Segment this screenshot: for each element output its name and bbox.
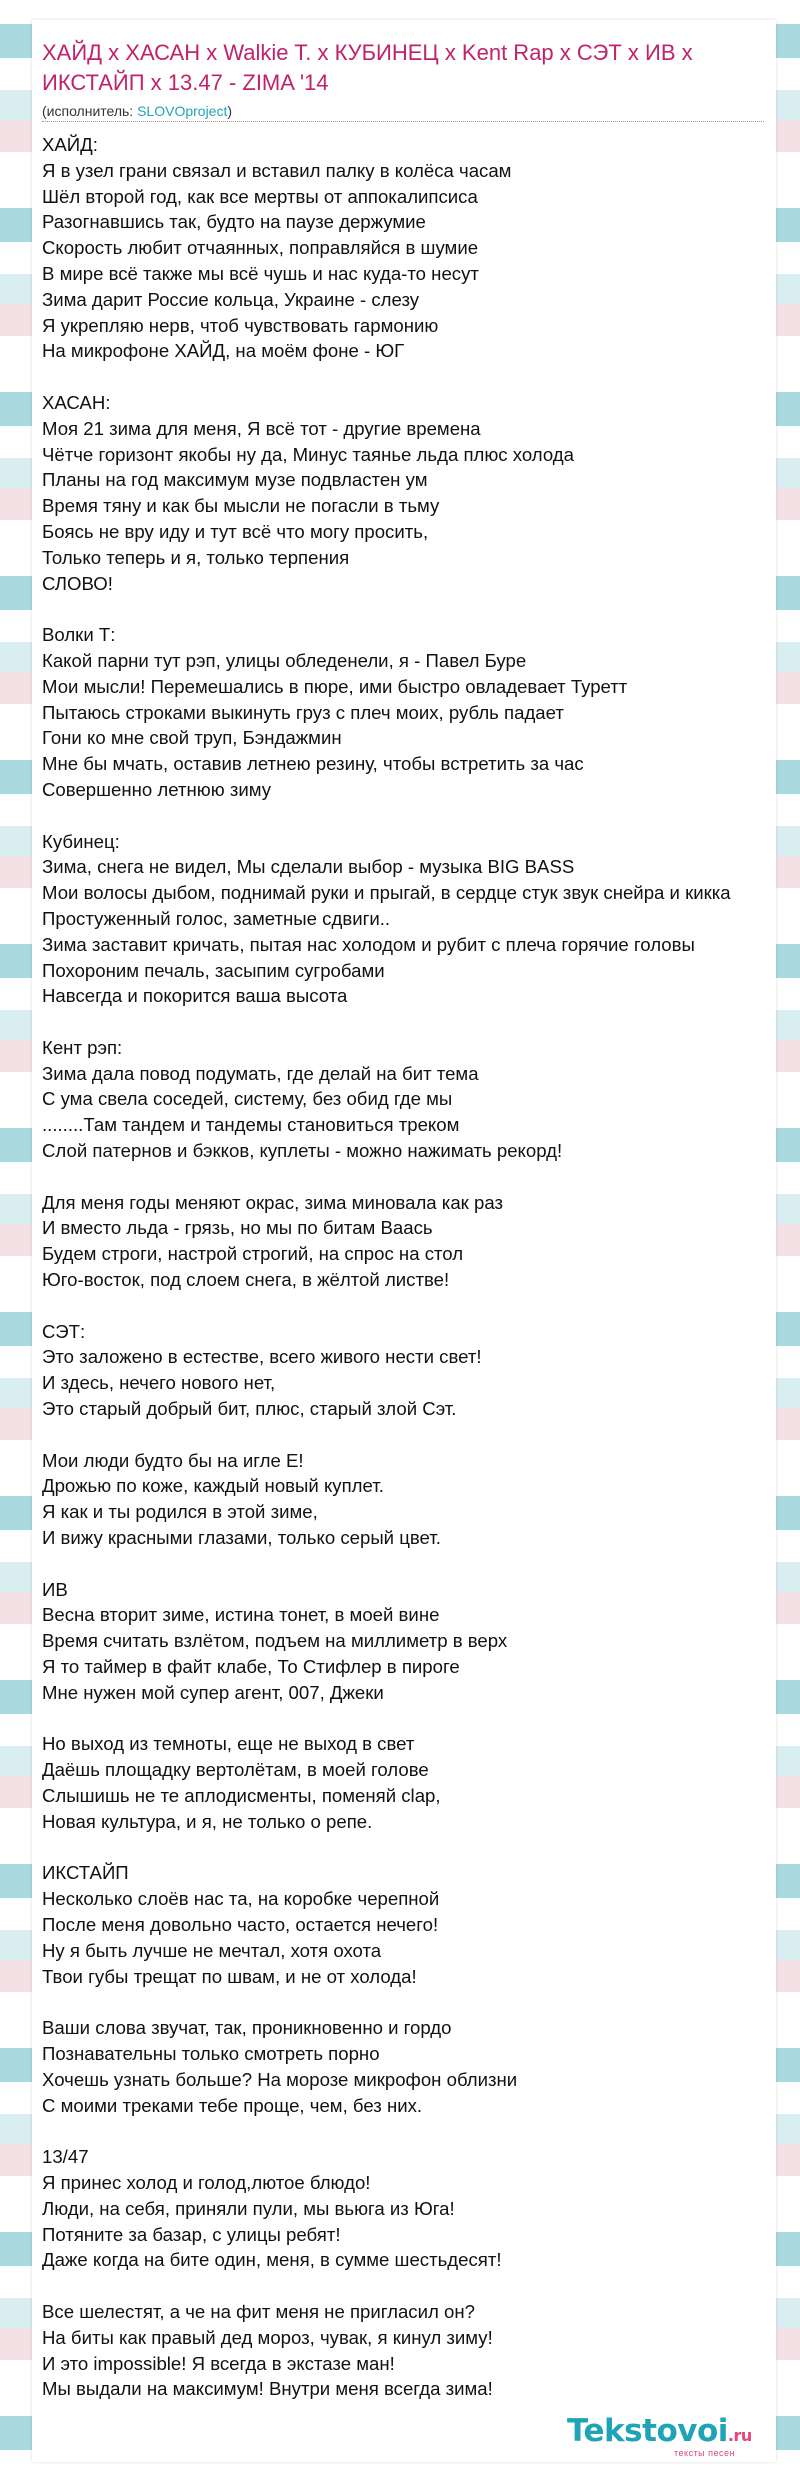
lyric-line: Весна вторит зиме, истина тонет, в моей вине — [42, 1604, 440, 1626]
lyric-line: Мои люди будто бы на игле Е! — [42, 1449, 304, 1471]
lyric-line: ХАСАН: — [42, 391, 111, 413]
lyric-line: Похороним печаль, засыпим сугробами — [42, 959, 385, 981]
lyric-line: Это заложено в естестве, всего живого нести свет! — [42, 1346, 482, 1368]
lyric-line: Я то таймер в файт клабе, То Стифлер в пироге — [42, 1656, 460, 1678]
lyric-line: После меня довольно часто, остается нечего! — [42, 1913, 439, 1935]
logo-name: Tekstovoi — [567, 2413, 728, 2449]
lyric-line: Я принес холод и голод,лютое блюдо! — [42, 2171, 371, 2193]
logo-tagline: тексты песен — [674, 2448, 736, 2458]
lyric-line: Мои мысли! Перемешались в пюре, ими быстро овладевает Туретт — [42, 675, 628, 697]
lyric-line: Я как и ты родился в этой зиме, — [42, 1501, 318, 1523]
lyric-line: Кубинец: — [42, 830, 120, 852]
lyric-line — [42, 1009, 776, 1035]
lyric-line — [42, 1989, 776, 2015]
lyric-line: ХАЙД: — [42, 134, 98, 155]
lyrics-text — [42, 132, 776, 2402]
lyric-line: Совершенно летнюю зиму — [42, 778, 272, 800]
lyric-line: СЛОВО! — [42, 572, 113, 594]
lyric-line: Несколько слоёв нас та, на коробке черепной — [42, 1888, 440, 1910]
lyric-line: Для меня годы меняют окрас, зима миновала как раз — [42, 1191, 503, 1213]
lyric-line: Юго-восток, под слоем снега, в жёлтой листве! — [42, 1269, 450, 1291]
lyric-line: Даже когда на бите один, меня, в сумме шестьдесят! — [42, 2249, 502, 2271]
artist-link[interactable]: SLOVOproject — [137, 103, 228, 119]
lyric-line: Боясь не вру иду и тут всё что могу просить, — [42, 520, 429, 542]
artist-prefix: (исполнитель: — [42, 103, 138, 119]
lyric-line: Все шелестят, а че на фит меня не пригласил он? — [42, 2300, 475, 2322]
lyric-line — [42, 1835, 776, 1861]
lyric-line — [42, 364, 776, 390]
lyric-line: Потяните за базар, с улицы ребят! — [42, 2223, 341, 2245]
lyric-line: И вместо льда - грязь, но мы по битам Ваась — [42, 1217, 433, 1239]
lyric-line: И здесь, нечего нового нет, — [42, 1372, 276, 1394]
lyric-line: Зима дарит Россие кольца, Украине - слезу — [42, 288, 420, 310]
lyric-line: СЭТ: — [42, 1320, 86, 1342]
lyric-line: Зима заставит кричать, пытая нас холодом и рубит с плеча горячие головы — [42, 933, 695, 955]
lyric-line: На микрофоне ХАЙД, на моём фоне - ЮГ — [42, 340, 405, 362]
lyric-line: С ума свела соседей, систему, без обид где мы — [42, 1088, 453, 1110]
lyric-line: Ну я быть лучше не мечтал, хотя охота — [42, 1939, 382, 1961]
lyric-line: ........Там тандем и тандемы становиться треком — [42, 1114, 460, 1136]
lyric-line: Разогнавшись так, будто на паузе держумие — [42, 211, 426, 233]
lyric-line: Слой патернов и бэкков, куплеты - можно нажимать рекорд! — [42, 1140, 563, 1162]
lyric-line: Даёшь площадку вертолётам, в моей голове — [42, 1759, 429, 1781]
lyric-line: Слышишь не те аплодисменты, поменяй clap, — [42, 1785, 441, 1806]
lyric-line — [42, 1293, 776, 1319]
lyric-line: Познавательны только смотреть порно — [42, 2042, 380, 2064]
lyric-line: Мы выдали на максимум! Внутри меня всегда зима! — [42, 2378, 493, 2400]
logo-tld: .ru — [727, 2426, 752, 2445]
lyric-line: Мне бы мчать, оставив летнею резину, чтобы встретить за час — [42, 753, 584, 775]
title-divider — [42, 121, 764, 122]
lyric-line: Дрожью по коже, каждый новый куплет. — [42, 1475, 384, 1497]
lyric-line: Новая культура, и я, не только о репе. — [42, 1810, 373, 1832]
lyric-line: Скорость любит отчаянных, поправляйся в шумие — [42, 237, 479, 259]
lyric-line: На биты как правый дед мороз, чувак, я кинул зиму! — [42, 2326, 493, 2348]
lyric-line: Время считать взлётом, подъем на миллиметр в верх — [42, 1630, 508, 1652]
lyric-line: Я в узел грани связал и вставил палку в колёса часам — [42, 159, 512, 181]
lyric-line: Твои губы трещат по швам, и не от холода! — [42, 1965, 417, 1987]
lyric-line: Будем строги, настрой строгий, на спрос на стол — [42, 1243, 464, 1265]
lyric-line: Мои волосы дыбом, поднимай руки и прыгай, в сердце стук звук снейра и кикка — [42, 882, 731, 904]
lyric-line — [42, 1551, 776, 1577]
lyric-line — [42, 2273, 776, 2299]
lyric-line: Навсегда и покорится ваша высота — [42, 985, 348, 1007]
lyrics-card — [32, 20, 776, 2462]
lyric-line: Это старый добрый бит, плюс, старый злой Сэт. — [42, 1398, 457, 1420]
lyric-line: Зима дала повод подумать, где делай на бит тема — [42, 1062, 479, 1084]
lyric-line: Какой парни тут рэп, улицы обледенели, я - Павел Буре — [42, 649, 527, 671]
lyric-line: Шёл второй год, как все мертвы от аппокалипсиса — [42, 185, 478, 207]
lyric-line: Время тяну и как бы мысли не погасли в тьму — [42, 495, 440, 517]
lyric-line: И вижу красными глазами, только серый цвет. — [42, 1527, 441, 1549]
lyric-line: Люди, на себя, приняли пули, мы вьюга из Юга! — [42, 2197, 455, 2219]
lyric-line: Кент рэп: — [42, 1036, 123, 1058]
lyric-line — [42, 2118, 776, 2144]
lyric-line — [42, 1422, 776, 1448]
artist-line — [42, 103, 232, 119]
lyric-line: Только теперь и я, только терпения — [42, 546, 350, 568]
lyric-line: Зима, снега не видел, Мы сделали выбор - музыка BIG BASS — [42, 856, 575, 878]
lyric-line: Я укрепляю нерв, чтоб чувствовать гармонию — [42, 314, 439, 336]
lyric-line: И это impossible! Я всегда в экстазе ман! — [42, 2352, 395, 2374]
lyric-line: Хочешь узнать больше? На морозе микрофон облизни — [42, 2068, 518, 2090]
lyric-line — [42, 1706, 776, 1732]
lyric-line: Чётче горизонт якобы ну да, Минус таянье льда плюс холода — [42, 443, 574, 465]
lyric-line: С моими треками тебе проще, чем, без них. — [42, 2094, 423, 2116]
lyric-line — [42, 803, 776, 829]
artist-suffix: ) — [227, 103, 233, 119]
lyric-line: Ваши слова звучат, так, проникновенно и гордо — [42, 2017, 452, 2039]
lyric-line: ИКСТАЙП — [42, 1862, 129, 1884]
lyric-line — [42, 596, 776, 622]
lyric-line: ИВ — [42, 1578, 68, 1600]
lyric-line: Пытаюсь строками выкинуть груз с плеч моих, рубль падает — [42, 701, 564, 723]
lyric-line: В мире всё также мы всё чушь и нас куда-то несут — [42, 262, 479, 284]
lyric-line: Планы на год максимум музе подвластен ум — [42, 469, 428, 491]
lyric-line: Но выход из темноты, еще не выход в свет — [42, 1733, 415, 1755]
site-logo[interactable] — [567, 2414, 776, 2456]
lyric-line: 13/47 — [42, 2146, 89, 2168]
lyric-line: Простуженный голос, заметные сдвиги.. — [42, 907, 391, 929]
song-title: ХАЙД x ХАСАН x Walkie T. x КУБИНЕЦ x Kent Rap x СЭТ x ИВ x ИКСТАЙП x 13.47 - ZIMA '14 — [42, 40, 693, 95]
lyric-line: Мне нужен мой супер агент, 007, Джеки — [42, 1681, 384, 1703]
lyric-line: Моя 21 зима для меня, Я всё тот - другие времена — [42, 417, 481, 439]
lyric-line — [42, 1164, 776, 1190]
lyric-line: Гони ко мне свой труп, Бэндажмин — [42, 727, 342, 749]
lyric-line: Волки Т: — [42, 624, 116, 646]
